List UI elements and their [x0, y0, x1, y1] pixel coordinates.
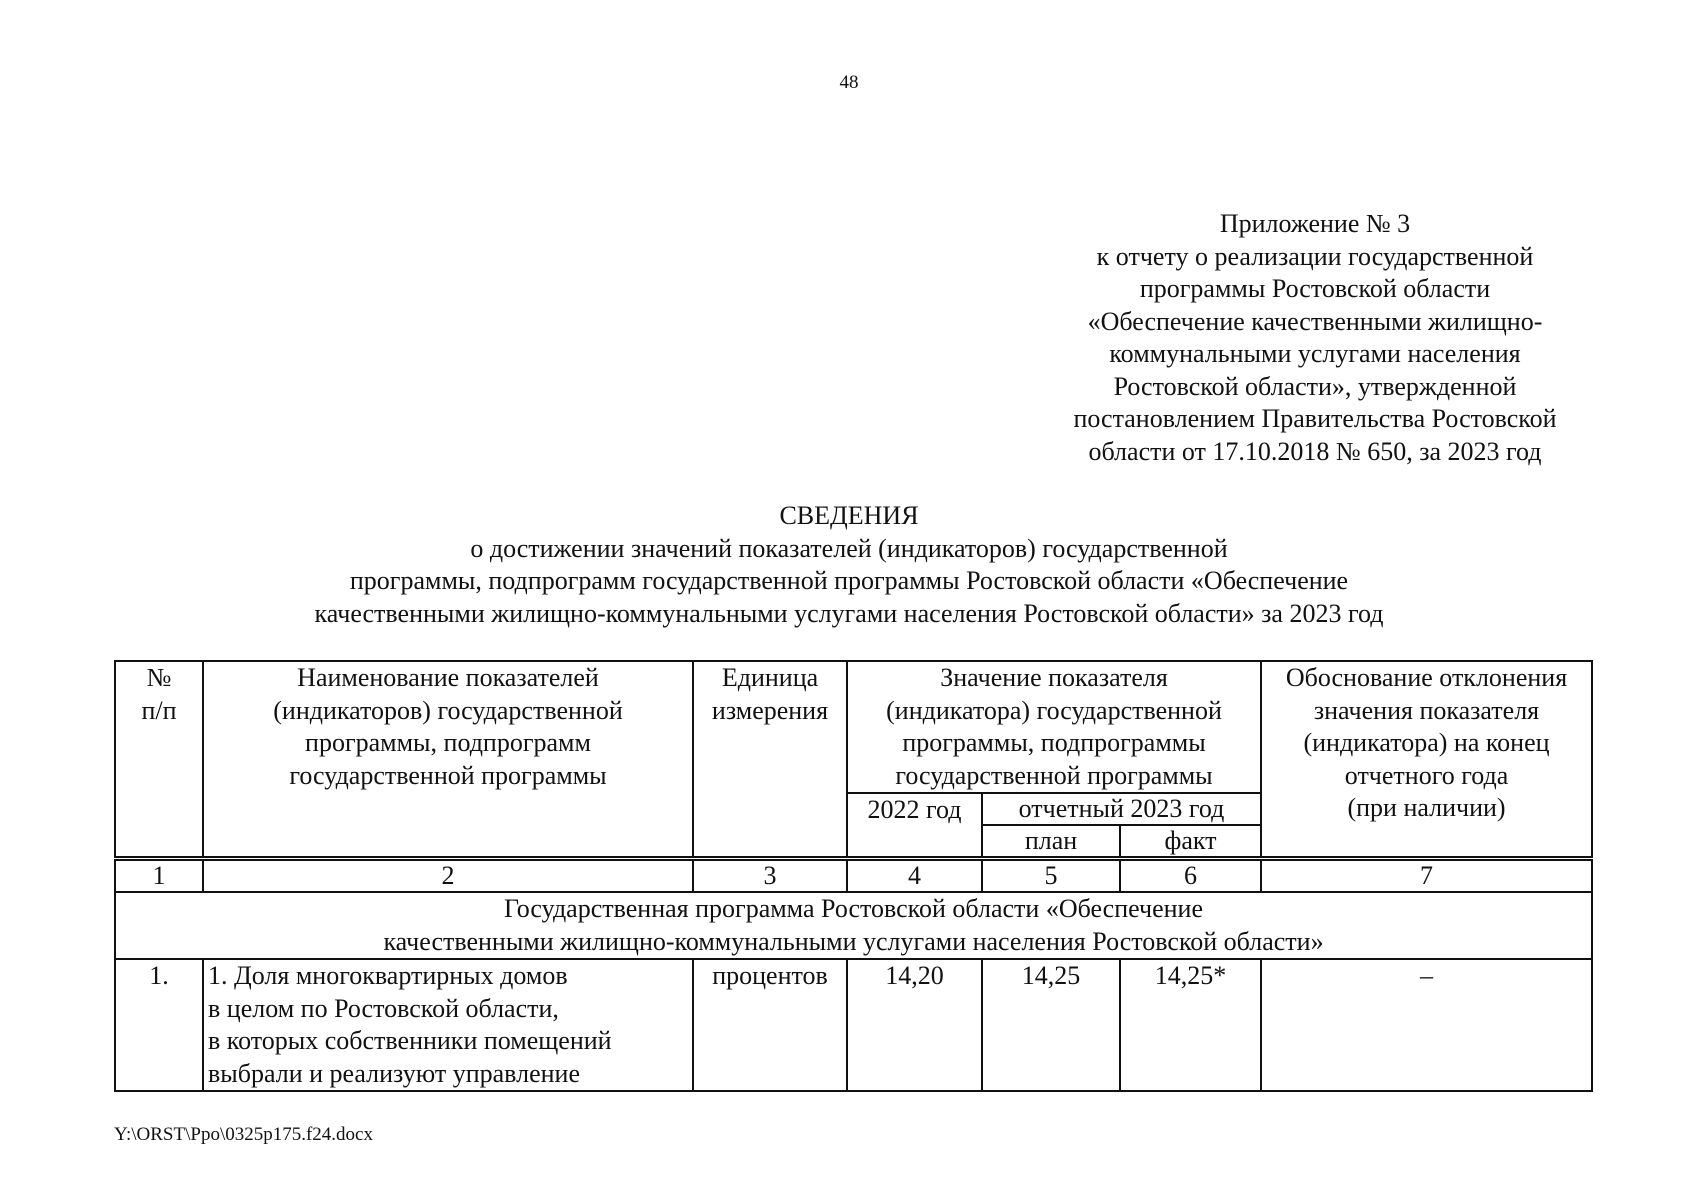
file-path-footer: Y:\ORST\Ppo\0325p175.f24.docx	[114, 1124, 373, 1145]
header-name: Наименование показателей (индикаторов) государственной программы, подпрограмм государственной программы	[203, 661, 693, 859]
document-title	[0, 500, 1698, 630]
title-heading: СВЕДЕНИЯ	[779, 501, 919, 530]
title-line: качественными жилищно-коммунальными услугами населения Ростовской области» за 2023 год	[314, 598, 1384, 628]
header-value: Значение показателя (индикатора) государственной программы, подпрограммы государственной программы	[847, 661, 1261, 793]
row-fact: 14,25*	[1120, 959, 1261, 1091]
header-row	[115, 661, 1592, 793]
row-reason: –	[1261, 959, 1592, 1091]
row-plan: 14,25	[982, 959, 1120, 1091]
column-number: 2	[203, 859, 693, 893]
annex-line: постановлением Правительства Ростовской	[1073, 404, 1557, 433]
annex-line: области от 17.10.2018 № 650, за 2023 год	[1088, 436, 1542, 466]
title-line: программы, подпрограмм государственной программы Ростовской области «Обеспечение	[349, 566, 1349, 595]
row-value-2022: 14,20	[847, 959, 982, 1091]
annex-line: коммунальными услугами населения	[1109, 339, 1521, 368]
annex-line: к отчету о реализации государственной	[1096, 241, 1534, 271]
column-number: 6	[1120, 859, 1261, 893]
column-number: 1	[115, 859, 203, 893]
annex-line: программы Ростовской области	[1139, 274, 1491, 303]
column-number: 3	[693, 859, 847, 893]
column-numbers-row	[115, 859, 1592, 893]
column-number: 5	[982, 859, 1120, 893]
header-reason: Обоснование отклонения значения показателя (индикатора) на конец отчетного года (при наличии)	[1261, 661, 1592, 859]
row-unit: процентов	[693, 959, 847, 1091]
row-indicator-name: 1. Доля многоквартирных домов в целом по Ростовской области, в которых собственники помещений выбрали и реализуют управление	[203, 959, 693, 1091]
table-row	[115, 959, 1592, 1091]
annex-line: Приложение № 3	[1219, 209, 1411, 238]
section-title: Государственная программа Ростовской области «Обеспечение качественными жилищно-коммунальными услугами населения Ростовской области»	[115, 892, 1592, 959]
column-number: 7	[1261, 859, 1592, 893]
annex-heading	[1035, 208, 1595, 468]
header-year-2023: отчетный 2023 год	[982, 793, 1261, 825]
header-num: № п/п	[115, 661, 203, 859]
page-number: 48	[839, 72, 859, 93]
header-unit: Единица измерения	[693, 661, 847, 859]
annex-line: «Обеспечение качественными жилищно-	[1087, 306, 1543, 336]
column-number: 4	[847, 859, 982, 893]
title-line: о достижении значений показателей (индикаторов) государственной	[470, 533, 1228, 563]
indicators-table	[114, 660, 1593, 1092]
header-fact: факт	[1120, 825, 1261, 859]
section-row	[115, 892, 1592, 959]
row-number: 1.	[115, 959, 203, 1091]
annex-line: Ростовской области», утвержденной	[1113, 371, 1517, 401]
header-plan: план	[982, 825, 1120, 859]
header-year-2022: 2022 год	[847, 793, 982, 859]
